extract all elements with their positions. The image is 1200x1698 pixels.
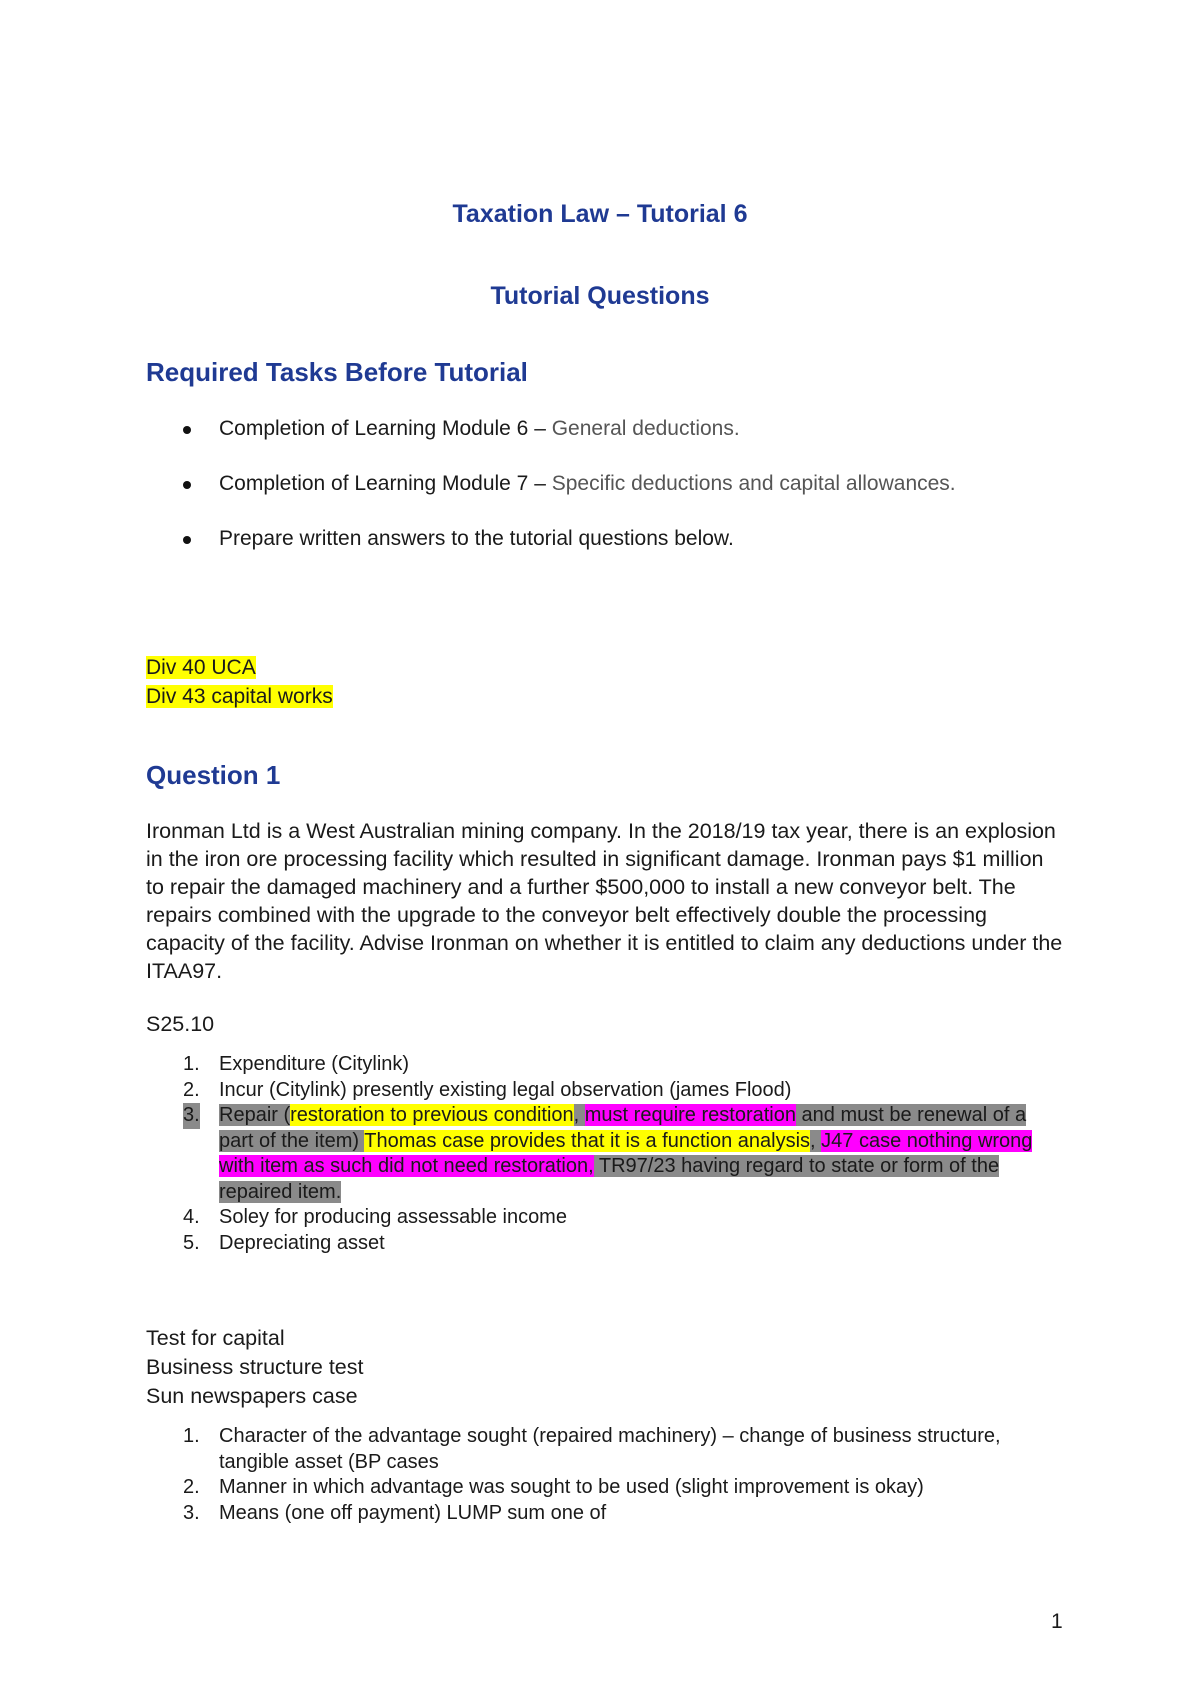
section-reference: S25.10	[146, 1012, 215, 1036]
document-subtitle: Tutorial Questions	[490, 282, 710, 310]
required-tasks-heading: Required Tasks Before Tutorial	[146, 357, 528, 387]
division-notes	[146, 653, 333, 711]
list-item: Completion of Learning Module 6 – General deductions.	[146, 415, 1046, 442]
page-number: 1	[1051, 1610, 1063, 1633]
list-item: Prepare written answers to the tutorial questions below.	[146, 525, 1046, 552]
list-item: 2. Incur (Citylink) presently existing legal observation (james Flood)	[183, 1078, 792, 1101]
list-item: 4. Soley for producing assessable income	[183, 1206, 567, 1228]
list-item: Completion of Learning Module 7 – Specific deductions and capital allowances.	[146, 470, 1046, 497]
bullet-icon	[183, 426, 191, 434]
division-note: Div 43 capital works	[146, 685, 333, 708]
capital-note: Business structure test	[146, 1355, 364, 1379]
deduction-elements-list	[146, 1052, 1066, 1256]
question-heading: Question 1	[146, 760, 281, 790]
capital-test-notes	[146, 1324, 363, 1411]
list-item: 5. Depreciating asset	[183, 1231, 385, 1254]
bullet-icon	[183, 481, 191, 489]
capital-tests-list	[146, 1424, 1066, 1526]
list-item: 3. Repair (restoration to previous condition, must require restoration and must be renewal of a part of the item) Thomas case provides that it is a function analysis, J47 case nothing wrong with item as such did not need restoration, TR97/23 having regard to state or form of the repaired item.	[183, 1104, 1033, 1203]
bullet-icon	[183, 536, 191, 544]
required-tasks-list	[146, 415, 1046, 580]
question-text: Ironman Ltd is a West Australian mining company. In the 2018/19 tax year, there is an explosion in the iron ore processing facility which resulted in significant damage. Ironman pays $1 million to repair the damaged machinery and a further $500,000 to install a new conveyor belt. The repairs combined with the upgrade to the conveyor belt effectively double the processing capacity of the facility. Advise Ironman on whether it is entitled to claim any deductions under the ITAA97.	[146, 819, 1063, 983]
capital-note: Test for capital	[146, 1326, 285, 1350]
list-item: 2. Manner in which advantage was sought to be used (slight improvement is okay)	[183, 1476, 924, 1498]
list-item: 1. Character of the advantage sought (repaired machinery) – change of business structure, tangible asset (BP cases	[183, 1425, 1001, 1473]
list-item: 1. Expenditure (Citylink)	[183, 1053, 410, 1075]
document-title: Taxation Law – Tutorial 6	[452, 200, 748, 228]
division-note: Div 40 UCA	[146, 656, 256, 679]
capital-note: Sun newspapers case	[146, 1384, 358, 1408]
list-item: 3. Means (one off payment) LUMP sum one of	[183, 1501, 607, 1524]
